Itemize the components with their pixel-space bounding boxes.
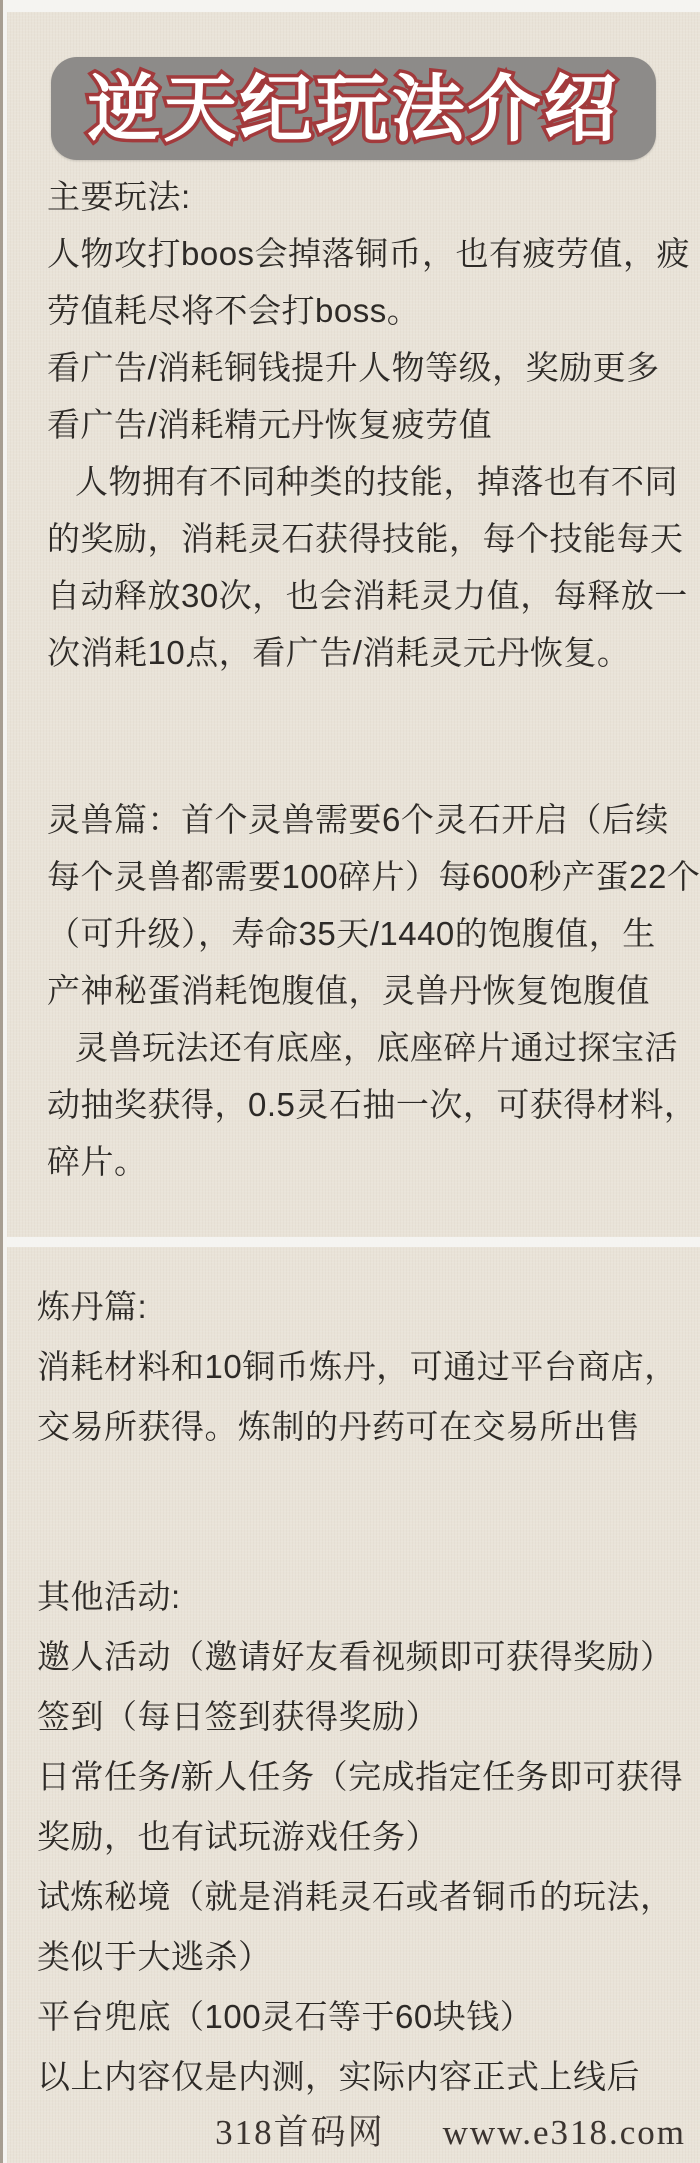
text-line: 的奖励，消耗灵石获得技能，每个技能每天 xyxy=(47,520,684,557)
alchemy-activities-text xyxy=(7,1247,700,2107)
text-line: 日常任务/新人任务（完成指定任务即可获得 xyxy=(37,1758,684,1795)
card-main-gameplay xyxy=(7,12,700,1237)
text-line: 主要玩法: xyxy=(47,178,191,215)
watermark xyxy=(7,2105,700,2155)
card-alchemy-activities xyxy=(7,1247,700,2163)
text-line: 消耗材料和10铜币炼丹，可通过平台商店， xyxy=(37,1348,678,1385)
text-line: 其他活动: xyxy=(37,1578,181,1615)
text-line: 劳值耗尽将不会打boss。 xyxy=(47,292,421,329)
page-title: 逆天纪玩法介绍 xyxy=(87,69,620,150)
text-line: 邀人活动（邀请好友看视频即可获得奖励） xyxy=(37,1638,674,1675)
text-line: 交易所获得。炼制的丹药可在交易所出售 xyxy=(37,1408,640,1445)
text-line: 灵兽篇：首个灵兽需要6个灵石开启（后续 xyxy=(47,801,669,838)
main-gameplay-text xyxy=(7,168,700,1190)
text-line: 平台兜底（100灵石等于60块钱） xyxy=(37,1998,534,2035)
text-line: 看广告/消耗精元丹恢复疲劳值 xyxy=(47,406,493,443)
text-line: 人物攻打boos会掉落铜币，也有疲劳值，疲 xyxy=(47,235,691,272)
text-line: 类似于大逃杀） xyxy=(37,1938,272,1975)
text-line: 人物拥有不同种类的技能，掉落也有不同 xyxy=(75,463,678,500)
text-line: 动抽奖获得，0.5灵石抽一次，可获得材料， xyxy=(47,1086,698,1123)
text-line: 产神秘蛋消耗饱腹值，灵兽丹恢复饱腹值 xyxy=(47,972,650,1009)
text-line: 次消耗10点，看广告/消耗灵元丹恢复。 xyxy=(47,634,631,671)
text-line: 签到（每日签到获得奖励） xyxy=(37,1698,439,1735)
text-line: 碎片。 xyxy=(47,1143,148,1180)
text-line: 以上内容仅是内测，实际内容正式上线后 xyxy=(37,2058,640,2095)
title-banner xyxy=(51,57,656,160)
watermark-site-url: www.e318.com xyxy=(442,2113,686,2152)
text-line: 灵兽玩法还有底座，底座碎片通过探宝活 xyxy=(75,1029,678,1066)
text-line: 奖励，也有试玩游戏任务） xyxy=(37,1818,439,1855)
text-line: （可升级），寿命35天/1440的饱腹值，生 xyxy=(47,915,656,952)
text-line: 看广告/消耗铜钱提升人物等级，奖励更多 xyxy=(47,349,660,386)
watermark-site-name: 318首码网 xyxy=(215,2113,385,2152)
text-line: 试炼秘境（就是消耗灵石或者铜币的玩法， xyxy=(37,1878,674,1915)
text-line: 炼丹篇: xyxy=(37,1288,148,1325)
text-line: 每个灵兽都需要100碎片）每600秒产蛋22个 xyxy=(47,858,700,895)
text-line: 自动释放30次，也会消耗灵力值，每释放一 xyxy=(47,577,688,614)
